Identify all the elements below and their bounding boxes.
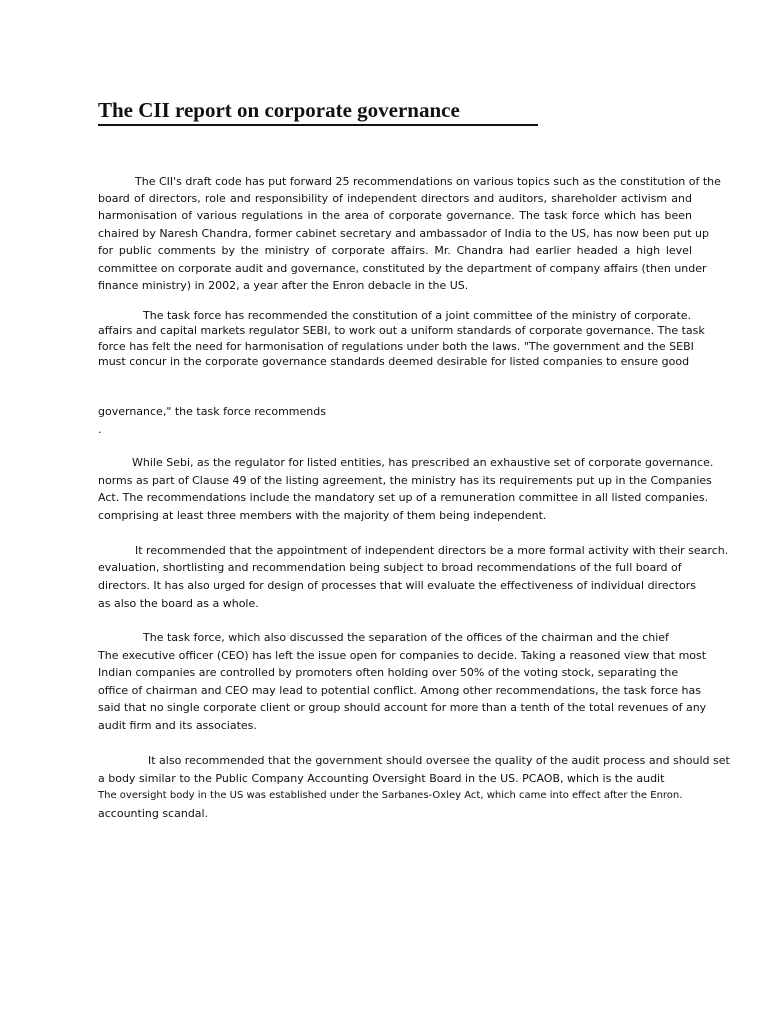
paragraph-6-line-3: The oversight body in the US was established under the Sarbanes-Oxley Act, which came into effect after the Enron. [98, 790, 683, 801]
paragraph-1-line-2: board of directors, role and responsibility of independent directors and auditors, shareholder activism and [98, 192, 692, 205]
paragraph-4-line-3: directors. It has also urged for design of processes that will evaluate the effectiveness of individual directors [98, 579, 697, 592]
paragraph-1-line-6: committee on corporate audit and governance, constituted by the department of company affairs (then under [98, 262, 707, 275]
paragraph-1-line-3: harmonisation of various regulations in the area of corporate governance. The task force which has been [98, 209, 692, 222]
paragraph-3-line-2: norms as part of Clause 49 of the listing agreement, the ministry has its requirements put up in the Companies [98, 474, 712, 487]
paragraph-5-line-6: audit firm and its associates. [98, 719, 257, 732]
paragraph-2-line-5: governance," the task force recommends [98, 405, 326, 418]
paragraph-1-line-5: for public comments by the ministry of corporate affairs. Mr. Chandra had earlier headed a high level [98, 244, 692, 257]
paragraph-4-line-2: evaluation, shortlisting and recommendation being subject to broad recommendations of the full board of [98, 561, 682, 574]
paragraph-3-line-4: comprising at least three members with the majority of them being independent. [98, 509, 547, 522]
paragraph-1-line-4: chaired by Naresh Chandra, former cabinet secretary and ambassador of India to the US, has now been put up [98, 227, 709, 240]
paragraph-4-line-4: as also the board as a whole. [98, 597, 259, 610]
paragraph-3-line-1: While Sebi, as the regulator for listed entities, has prescribed an exhaustive set of corporate governance. [132, 456, 714, 469]
paragraph-5-line-3: Indian companies are controlled by promoters often holding over 50% of the voting stock, separating the [98, 666, 679, 679]
paragraph-5-line-2: The executive officer (CEO) has left the issue open for companies to decide. Taking a reasoned view that most [98, 649, 707, 662]
page-title: The CII report on corporate governance [98, 98, 538, 126]
paragraph-1-line-7: finance ministry) in 2002, a year after the Enron debacle in the US. [98, 279, 469, 292]
paragraph-2-line-6: . [98, 423, 102, 436]
paragraph-3-line-3: Act. The recommendations include the mandatory set up of a remuneration committee in all listed companies. [98, 491, 709, 504]
paragraph-5-line-4: office of chairman and CEO may lead to potential conflict. Among other recommendations, the task force has [98, 684, 701, 697]
paragraph-5-line-1: The task force, which also discussed the separation of the offices of the chairman and the chief [143, 631, 669, 644]
paragraph-4-line-1: It recommended that the appointment of independent directors be a more formal activity with their search. [135, 544, 729, 557]
paragraph-2-line-1: The task force has recommended the constitution of a joint committee of the ministry of corporate. [143, 309, 692, 322]
paragraph-5-line-5: said that no single corporate client or group should account for more than a tenth of the total revenues of any [98, 701, 707, 714]
paragraph-6-line-2: a body similar to the Public Company Accounting Oversight Board in the US. PCAOB, which is the audit [98, 772, 665, 785]
paragraph-2-line-3: force has felt the need for harmonisation of regulations under both the laws. "The government and the SEBI [98, 340, 694, 353]
paragraph-6-line-1: It also recommended that the government should oversee the quality of the audit process and should set [148, 754, 730, 767]
paragraph-1-line-1: The CII's draft code has put forward 25 recommendations on various topics such as the constitution of the [135, 175, 721, 188]
paragraph-6-line-4: accounting scandal. [98, 807, 209, 820]
paragraph-2-line-2: affairs and capital markets regulator SEBI, to work out a uniform standards of corporate governance. The task [98, 324, 705, 337]
paragraph-2-line-4: must concur in the corporate governance standards deemed desirable for listed companies to ensure good [98, 355, 690, 368]
